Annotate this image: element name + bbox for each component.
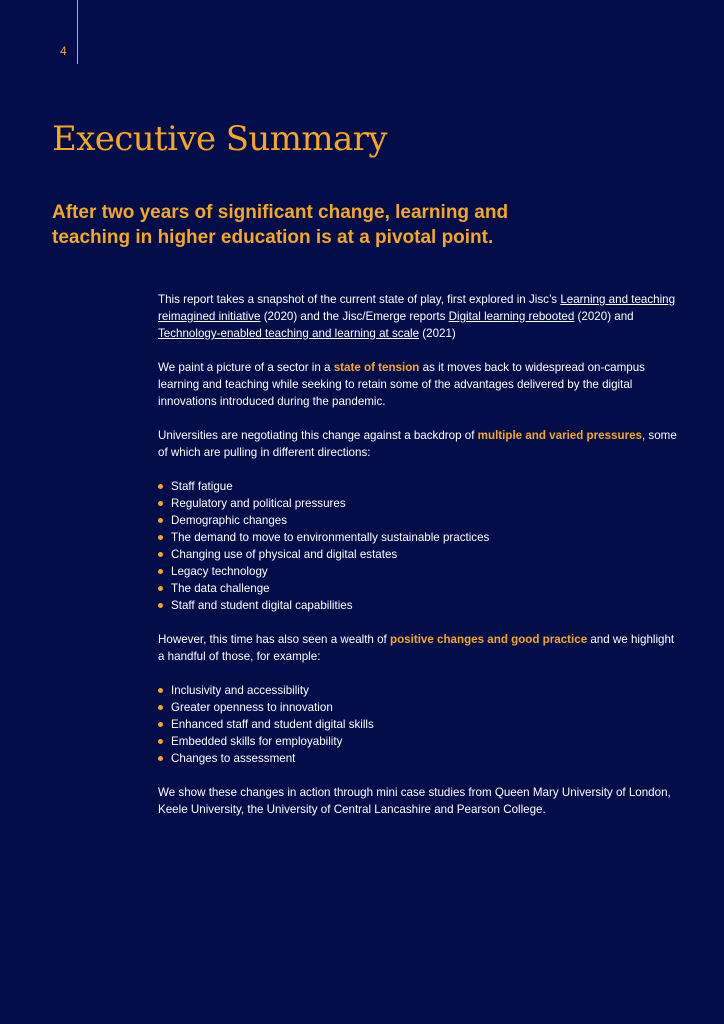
list-item: Demographic changes [158,512,678,529]
list-item: Staff and student digital capabilities [158,597,678,614]
bullet-icon [158,705,163,710]
bullet-icon [158,484,163,489]
bullet-icon [158,552,163,557]
list-item: The data challenge [158,580,678,597]
closing-paragraph: We show these changes in action through mini case studies from Queen Mary University of London, Keele University, the University of Central Lancashire and Pearson College. [158,786,671,816]
bullet-icon [158,688,163,693]
intro-paragraph: This report takes a snapshot of the current state of play, first explored in Jisc’s Learning and teaching reimagined initiative (2020) and the Jisc/Emerge reports Digital learning rebooted (2020) and Technology-enabled teaching and learning at scale (2021) [158,293,676,340]
list-item: Greater openness to innovation [158,699,678,716]
list-item: Regulatory and political pressures [158,495,678,512]
list-item: Inclusivity and accessibility [158,682,678,699]
list-item: Changing use of physical and digital estates [158,546,678,563]
link-technology-enabled-teaching[interactable]: Technology-enabled teaching and learning at scale [158,327,420,340]
page-number: 4 [60,44,67,58]
tension-paragraph: We paint a picture of a sector in a state of tension as it moves back to widespread on-campus learning and teaching while seeking to retain some of the advantages delivered by the digital innovations introduced during the pandemic. [158,361,645,408]
body-text [158,291,678,835]
bullet-icon [158,739,163,744]
highlight-state-of-tension: state of tension [333,361,420,374]
highlight-positive-changes: positive changes and good practice [390,633,588,646]
bullet-icon [158,501,163,506]
positive-paragraph: However, this time has also seen a wealth of positive changes and good practice and we highlight a handful of those, for example: [158,633,675,663]
list-item: Changes to assessment [158,750,678,767]
link-learning-teaching-reimagined[interactable]: Learning and teaching reimagined initiative [158,293,676,323]
bullet-icon [158,586,163,591]
bullet-icon [158,722,163,727]
list-item: The demand to move to environmentally sustainable practices [158,529,678,546]
highlight-multiple-pressures: multiple and varied pressures [477,429,642,442]
link-digital-learning-rebooted[interactable]: Digital learning rebooted [448,310,575,323]
bullet-icon [158,535,163,540]
list-item: Legacy technology [158,563,678,580]
bullet-icon [158,569,163,574]
bullet-icon [158,756,163,761]
pressures-list [158,478,678,614]
page-title: Executive Summary [52,119,387,159]
page-subtitle: After two years of significant change, learning and teaching in higher education is at a pivotal point. [52,202,509,248]
positive-list [158,682,678,767]
header-divider [77,0,78,64]
list-item: Enhanced staff and student digital skills [158,716,678,733]
bullet-icon [158,603,163,608]
list-item: Embedded skills for employability [158,733,678,750]
bullet-icon [158,518,163,523]
list-item: Staff fatigue [158,478,678,495]
pressures-paragraph: Universities are negotiating this change against a backdrop of multiple and varied pressures, some of which are pulling in different directions: [158,429,677,459]
